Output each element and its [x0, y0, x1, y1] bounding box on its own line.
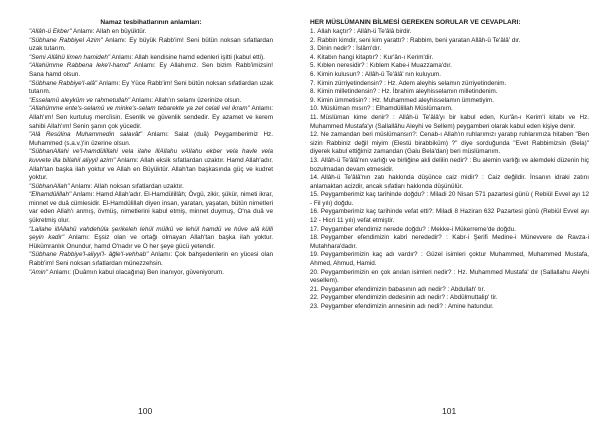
qa-item: [310, 45, 589, 54]
qa-item-text: Müslüman kime denir? : Allâh-ü Te'âlâ'yı bir kabul eden, Kur'ân-ı Kerim'i kitabı ve Hz. Muhammed Mustafa'yı (Sallallâhu Aleyhi ve Sellem) peygamberi olarak kabul eden kişiye denir.: [310, 113, 589, 130]
qa-item-text: Allâh-ü Te'âlâ'nın varlığı ve birliğine akli delilin nedir? : Bu alemin varlığı ve alemdeki düzenin hiç bozulmadan devam etmesidir.: [310, 156, 589, 173]
tesbihat-meaning: Anlamı: Allah en büyüktür.: [71, 28, 147, 35]
right-page: [300, 0, 600, 423]
qa-item-number: 3.: [310, 45, 316, 53]
tesbihat-meaning: Anlamı: Ey Allahımız. Sen bizim Rabb'imizsin! Sana hamd olsun.: [29, 62, 273, 78]
tesbihat-meaning: Anlamı: (Duâmın kabul olacağına) Ben inanıyor, güveniyorum.: [47, 268, 224, 276]
qa-item-number: 15.: [310, 191, 319, 199]
qa-item-text: Peygamber efendimizin annesinin adı nedi? : Amine hatundur.: [320, 303, 494, 310]
tesbihat-term: "Amin": [29, 268, 48, 276]
tesbihat-term: "SübhanAllah": [29, 182, 70, 190]
qa-item: [310, 269, 589, 286]
qa-item-text: Peygamberimiz kaç tarihinde doğdu? : Miladi 20 Nisan 571 pazartesi günü ( Rebiül Evvel ayı 12 - Fil yılı) doğdu.: [310, 191, 589, 207]
qa-item-text: Peygamberimizin en çok anılan isimleri nedir? : Hz. Muhammed Mustafa' dır (Sallallahu Aleyhi vesellem).: [310, 268, 589, 285]
qa-item: [310, 303, 589, 312]
tesbihat-paragraph: [29, 97, 273, 106]
qa-item-number: 17.: [310, 225, 319, 233]
qa-item: [310, 191, 589, 208]
tesbihat-paragraph: [29, 28, 273, 37]
left-column: [29, 19, 273, 277]
tesbihat-term: "Sübhane Rabbiyel Azim": [29, 36, 103, 44]
tesbihat-meaning: Anlamı: Eşsiz olan ve ortağı olmayan Allah'tan başka ilah yoktur. Hükümranlık Onundur, hamd O'nadır ve O her şeye gücü yetendir.: [29, 234, 274, 250]
tesbihat-term: "Allahümme ente's-selamü ve minke's-selam tebarekte ya zel celali vel ikram": [29, 105, 250, 113]
qa-item-text: Peygamber efendimizin babasının adı nedir? : Abdullah' tır.: [320, 285, 486, 293]
tesbihat-term: "Sübhane Rabbiye'l-aliyyi'l- âğle'l-vehhab": [29, 251, 149, 259]
qa-item-text: Kimin kulusun? : Allâh-ü Te'âlâ' nın kuluyum.: [317, 70, 442, 78]
tesbihat-paragraph: [29, 183, 273, 192]
tesbihat-paragraph: [29, 226, 273, 252]
tesbihat-term: "Lailahe illAllahü vahdehûla şerikeleh lehül mülkü ve lehül hamdü ve hüve alâ külli şeyin kadir": [29, 225, 273, 242]
qa-item: [310, 88, 589, 97]
qa-item-number: 9.: [310, 96, 316, 104]
tesbihat-meaning: Anlamı: Allah eksik sıfatlardan uzaktır. Hamd Allah'adır. Allah'tan başka ilah yoktur ve Allah en Büyüktür. Allah'tan başkasında güç ve kudret yoktur.: [29, 156, 273, 182]
tesbihat-term: "Esselamü aleyküm ve rahmetullah": [29, 96, 131, 104]
qa-item-number: 20.: [310, 268, 319, 276]
qa-item: [310, 174, 589, 191]
tesbihat-term: "Elhamdülillah": [29, 191, 72, 199]
tesbihat-meaning: Anlamı: Allah kendisine hamd edenleri işitti (kabul etti).: [110, 53, 265, 61]
qa-item-text: Kimin ümmetisin? : Hz. Muhammed aleyhisselamın ümmetiyim.: [317, 96, 494, 104]
qa-item-number: 4.: [310, 53, 316, 61]
qa-item-number: 2.: [310, 36, 316, 44]
page-number-right: 101: [442, 406, 457, 416]
qa-item: [310, 226, 589, 235]
qa-item-number: 18.: [310, 234, 319, 242]
tesbihat-list: [29, 28, 273, 277]
qa-item: [310, 62, 589, 71]
qa-item: [310, 131, 589, 157]
qa-item-number: 14.: [310, 174, 319, 182]
tesbihat-meaning: Anlamı: Allah'ın selamı üzerinize olsun.: [130, 96, 242, 104]
tesbihat-meaning: Anlamı: Salat (duâ) Peygamberimiz Hz. Muhammed (s.a.v.)'in üzerine olsun.: [29, 131, 273, 147]
qa-item-text: Peygamber efendimizin dedesinin adı nedir? : Abdülmuttalip' tir.: [320, 294, 498, 302]
qa-item: [310, 208, 589, 225]
tesbihat-term: "Allahümme Rabbena leke'l-hamd": [29, 62, 131, 70]
qa-item-number: 23.: [310, 303, 319, 310]
qa-item-number: 21.: [310, 285, 319, 293]
qa-item-number: 1.: [310, 28, 316, 35]
tesbihat-meaning: Anlamı: Allah noksan sıfatlardan uzaktır.: [69, 182, 184, 190]
tesbihat-paragraph: [29, 191, 273, 225]
qa-item: [310, 234, 589, 251]
tesbihat-meaning: Anlamı: Hamd Allah'adır. El-Hamdülillâh; Övgü, zikir, şükür, nimeti ikrar, minnet ve duâ cümlesidir. El-Hamdülillah diyen insan, yaratan, yaşatan, bütün nimetleri var eden Allah'ı anmış, övmüş, nimetlerini kabul etmiş, minnet duymuş, O'na duâ ve şükretmiş olur.: [29, 191, 273, 225]
qa-item: [310, 286, 589, 295]
qa-item-number: 16.: [310, 208, 319, 216]
tesbihat-paragraph: [29, 131, 273, 148]
qa-item: [310, 157, 589, 174]
qa-item: [310, 54, 589, 63]
tesbihat-term: "Alâ Resûlina Muhammedin salavât": [29, 131, 143, 139]
qa-item-text: Allah kaçtır? : Allâh-ü Te'âlâ birdir.: [317, 28, 412, 35]
qa-item-number: 6.: [310, 70, 316, 78]
tesbihat-paragraph: [29, 80, 273, 97]
right-page-title: HER MÜSLÜMANIN BİLMESİ GEREKEN SORULAR VE CEVAPLARI:: [310, 19, 521, 26]
tesbihat-term: "Semi Allâhü limen hamideh": [29, 53, 111, 61]
tesbihat-paragraph: [29, 251, 273, 268]
qa-item-number: 12.: [310, 131, 319, 139]
qa-item: [310, 105, 589, 114]
tesbihat-meaning: Anlamı: Çok bahşedenlerin en yücesi olan Rabb'im! Seni noksan sıfatlardan münezzehsin.: [29, 251, 274, 268]
tesbihat-paragraph: [29, 37, 273, 54]
qa-item: [310, 71, 589, 80]
tesbihat-term: "SübhanAllahi ve'l-hamdülillahi vela ilahe illAllahu vAllahu ekber vela havle vela kuvvete illa billahil aliyyil azim": [29, 148, 273, 164]
tesbihat-paragraph: [29, 62, 273, 79]
qa-item: [310, 28, 589, 37]
tesbihat-meaning: Anlamı: Ey büyük Rabb'im! Seni bütün noksan sıfatlardan uzak tutarım.: [29, 36, 273, 53]
left-page-title: Namaz tesbihatlarının anlamları:: [100, 19, 202, 26]
qa-item-text: Kitabın hangi kitaptır? : Kur'ân-ı Kerim'dir.: [317, 53, 434, 61]
qa-item-number: 11.: [310, 113, 319, 121]
qa-item: [310, 80, 589, 89]
qa-item-text: Peygamber efendimizin kabri nerededir? : Kabr-i Şerifi Medine-i Münevvere de Ravza-i Mutahhara'dadır.: [310, 234, 589, 250]
qa-item-text: Ne zamandan beri müslümansın?: Cenab-ı Allah'ın ruhlarımızı yaratıp ruhlarımıza hitaben "Ben sizin Rabbiniz değil miyim (Elestü birabbiküm) ?" diye sorduğunda "Evet Rabbimizsin (Bela)" diyerek kabul ettiğimiz zamandan (Galu Bela'dan) beri müslümanım.: [310, 131, 589, 156]
tesbihat-term: "Allâh-ü Ekber": [29, 28, 72, 35]
qa-list: [310, 28, 589, 312]
qa-item: [310, 294, 589, 303]
qa-item: [310, 97, 589, 106]
qa-item: [310, 37, 589, 46]
qa-item-number: 8.: [310, 88, 316, 96]
tesbihat-term: "Sübhane Rabbiye'l-alâ": [29, 79, 98, 87]
qa-item-number: 13.: [310, 156, 319, 164]
tesbihat-meaning: Anlamı: Ey Yüce Rabb'im! Seni bütün noksan sıfatlardan uzak tutarım.: [29, 79, 274, 96]
qa-item-text: Kimin milletindensin? : Hz. İbrahim aleyhisselamın milletindenim.: [317, 88, 498, 96]
qa-item-text: Müslüman mısın? : Elhamdülillah Müslümanım.: [320, 105, 453, 113]
qa-item-number: 19.: [310, 251, 319, 259]
qa-item-text: Peygamberimizin kaç adı vardır? : Güzel isimleri çoktur Muhammed, Muhammed Mustafa, Ahmed, Ahmud, Hamid.: [310, 251, 589, 268]
qa-item-text: Kıblen neresidir? : Kıblem Kabe-i Muazzama'dır.: [317, 62, 452, 70]
tesbihat-paragraph: [29, 54, 273, 63]
tesbihat-paragraph: [29, 105, 273, 131]
qa-item-text: Peygamber efendimiz nerede doğdu? : Mekke-i Mükerreme'de doğdu.: [320, 225, 516, 233]
qa-item-text: Kimin zürriyetindensin? : Hz. Adem aleyhis selamın zürriyetindenim.: [317, 79, 507, 87]
qa-item-text: Peygamberimiz kaç tarihinde vefat etti?: Miladi 8 Haziran 632 Pazartesi günü (Rebiül Evvel ayı 12 - Hicri 11 yılı) vefat etmiştir.: [310, 208, 589, 225]
page-number-left: 100: [138, 406, 153, 416]
qa-item-number: 5.: [310, 62, 316, 70]
qa-item: [310, 251, 589, 268]
right-column: [310, 19, 589, 312]
tesbihat-meaning: Anlamı: Allah'ım! Sen kurtuluş mercîisin. Esenlik ve güvenlik sendedir. Ey azamet ve kerem sahibi Allah'ım! Senin şanın çok yücedir.: [29, 105, 273, 130]
qa-item: [310, 114, 589, 131]
tesbihat-paragraph: [29, 269, 273, 278]
qa-item-number: 10.: [310, 105, 319, 113]
qa-item-text: Allâh-ü Te'âlâ'nın zatı hakkında düşünce caiz midir? : Caiz değildir. İnsanın idraki zatını anlamaktan acizdir, ancak sıfatları hakkında düşünülür.: [310, 174, 589, 190]
qa-item-number: 7.: [310, 79, 316, 87]
qa-item-number: 22.: [310, 294, 319, 302]
qa-item-text: Rabbin kimdir, seni kim yarattı? : Rabbim, beni yaratan Allâh-ü Te'âlâ' dır.: [317, 36, 521, 44]
tesbihat-paragraph: [29, 148, 273, 182]
qa-item-text: Dinin nedir? : İslâm'dır.: [317, 45, 382, 53]
